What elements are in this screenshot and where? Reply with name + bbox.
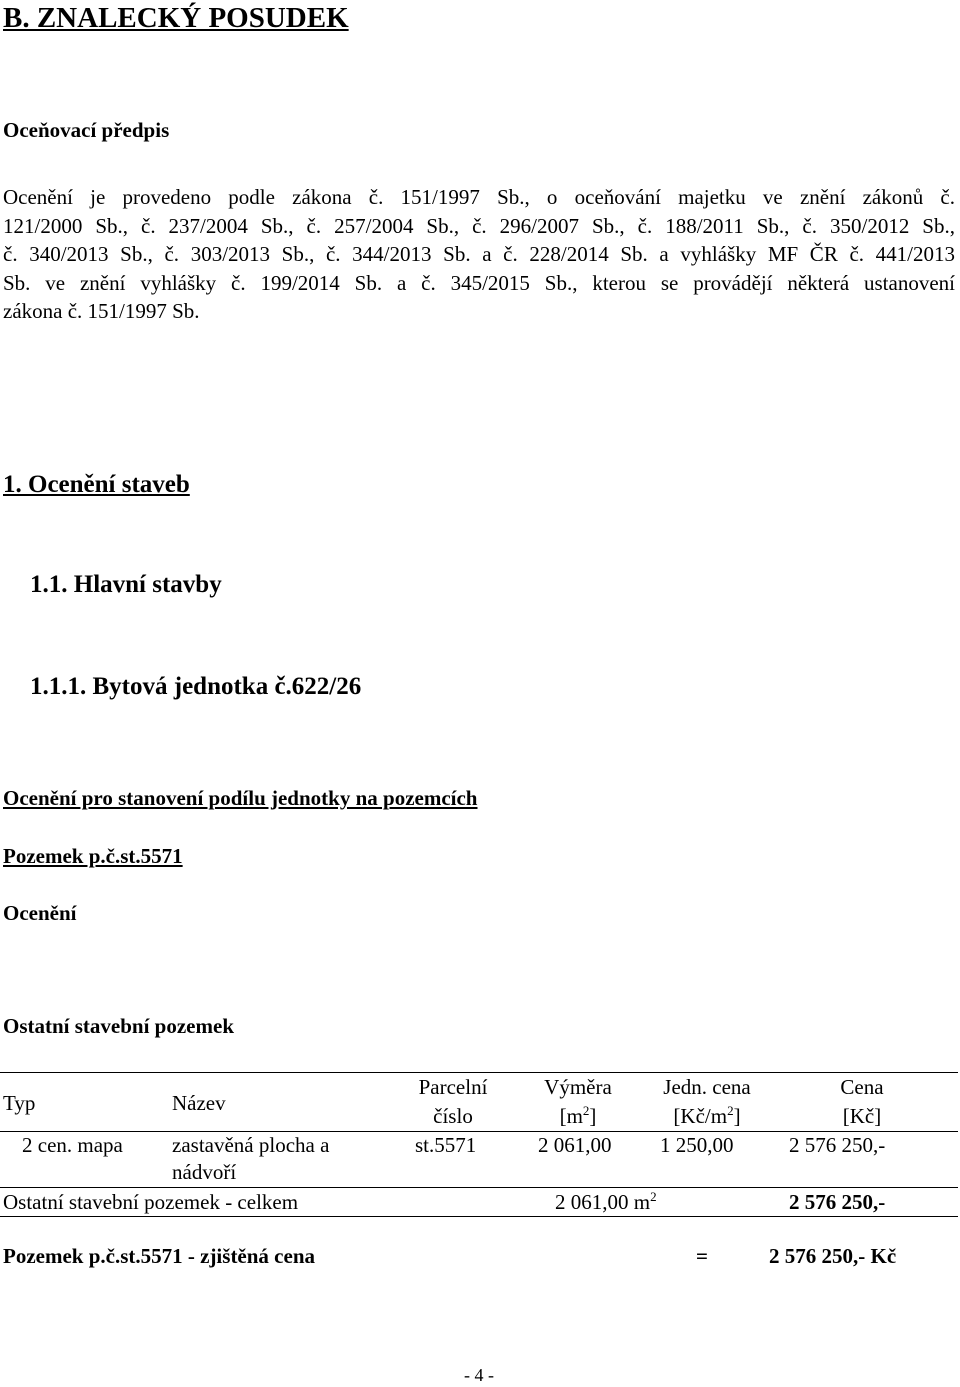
intro-line: zákona č. 151/1997 Sb. [3, 299, 200, 324]
intro-line: 121/2000 Sb., č. 237/2004 Sb., č. 257/2004 Sb., č. 296/2007 Sb., č. 188/2011 Sb., č. 350/2012 Sb., [3, 213, 955, 238]
intro-line: Ocenění je provedeno podle zákona č. 151/1997 Sb., o oceňování majetku ve znění zákonů č. [3, 185, 955, 209]
cell-typ: 2 cen. mapa [22, 1133, 123, 1157]
result-equals: = [696, 1244, 708, 1268]
cell-nazev: zastavěná plocha a [172, 1133, 330, 1157]
cell-jedn-cena: 1 250,00 [660, 1133, 734, 1157]
table-bottom-rule [0, 1216, 958, 1217]
header-nazev: Název [172, 1091, 226, 1115]
other-building-land-heading: Ostatní stavební pozemek [3, 1014, 234, 1038]
cell-cena: 2 576 250,- [789, 1133, 886, 1157]
section-1-heading: 1. Ocenění staveb [3, 471, 190, 498]
total-vymera: 2 061,00 $m^2$ [555, 1189, 657, 1214]
parcel-heading: Pozemek p.č.st.5571 [3, 844, 183, 868]
total-label: Ostatní stavební pozemek - celkem [3, 1190, 299, 1214]
intro-paragraph [3, 183, 955, 326]
header-cena-unit: [Kč] [842, 1104, 882, 1128]
page-number: - 4 - [464, 1365, 494, 1385]
valuation-label: Ocenění [3, 901, 77, 925]
header-parcelni-2: číslo [433, 1104, 473, 1128]
header-jedn-cena-unit: $[Kč/m^2]$ [673, 1103, 741, 1128]
cell-vymera: 2 061,00 [538, 1133, 612, 1157]
section-1-1-heading: 1.1. Hlavní stavby [30, 571, 222, 598]
result-label: Pozemek p.č.st.5571 - zjištěná cena [3, 1244, 316, 1268]
header-cena: Cena [840, 1075, 884, 1099]
header-typ: Typ [3, 1091, 36, 1115]
result-value: 2 576 250,- Kč [769, 1244, 897, 1268]
intro-line: Sb. ve znění vyhlášky č. 199/2014 Sb. a č. 345/2015 Sb., kterou se provádějí některá ustanovení [3, 270, 955, 295]
document-title: B. ZNALECKÝ POSUDEK [3, 2, 349, 34]
cell-parcelni: st.5571 [415, 1133, 477, 1157]
header-vymera: Výměra [544, 1075, 612, 1099]
intro-line: č. 340/2013 Sb., č. 303/2013 Sb., č. 344/2013 Sb. a č. 228/2014 Sb. a vyhlášky MF ČR č. 441/2013 [3, 242, 955, 267]
valuation-regulation-heading: Oceňovací předpis [3, 118, 170, 142]
header-jedn-cena: Jedn. cena [663, 1075, 751, 1099]
total-cena: 2 576 250,- [789, 1190, 886, 1214]
section-1-1-1-heading: 1.1.1. Bytová jednotka č.622/26 [30, 673, 362, 700]
header-bottom-rule [0, 1131, 958, 1132]
row-bottom-rule [0, 1187, 958, 1188]
land-share-heading: Ocenění pro stanovení podílu jednotky na pozemcích [3, 786, 478, 810]
header-vymera-unit: $[m^2]$ [559, 1103, 597, 1128]
header-parcelni: Parcelní [418, 1075, 488, 1099]
table-top-rule [0, 1072, 958, 1073]
cell-nazev-2: nádvoří [172, 1160, 237, 1184]
